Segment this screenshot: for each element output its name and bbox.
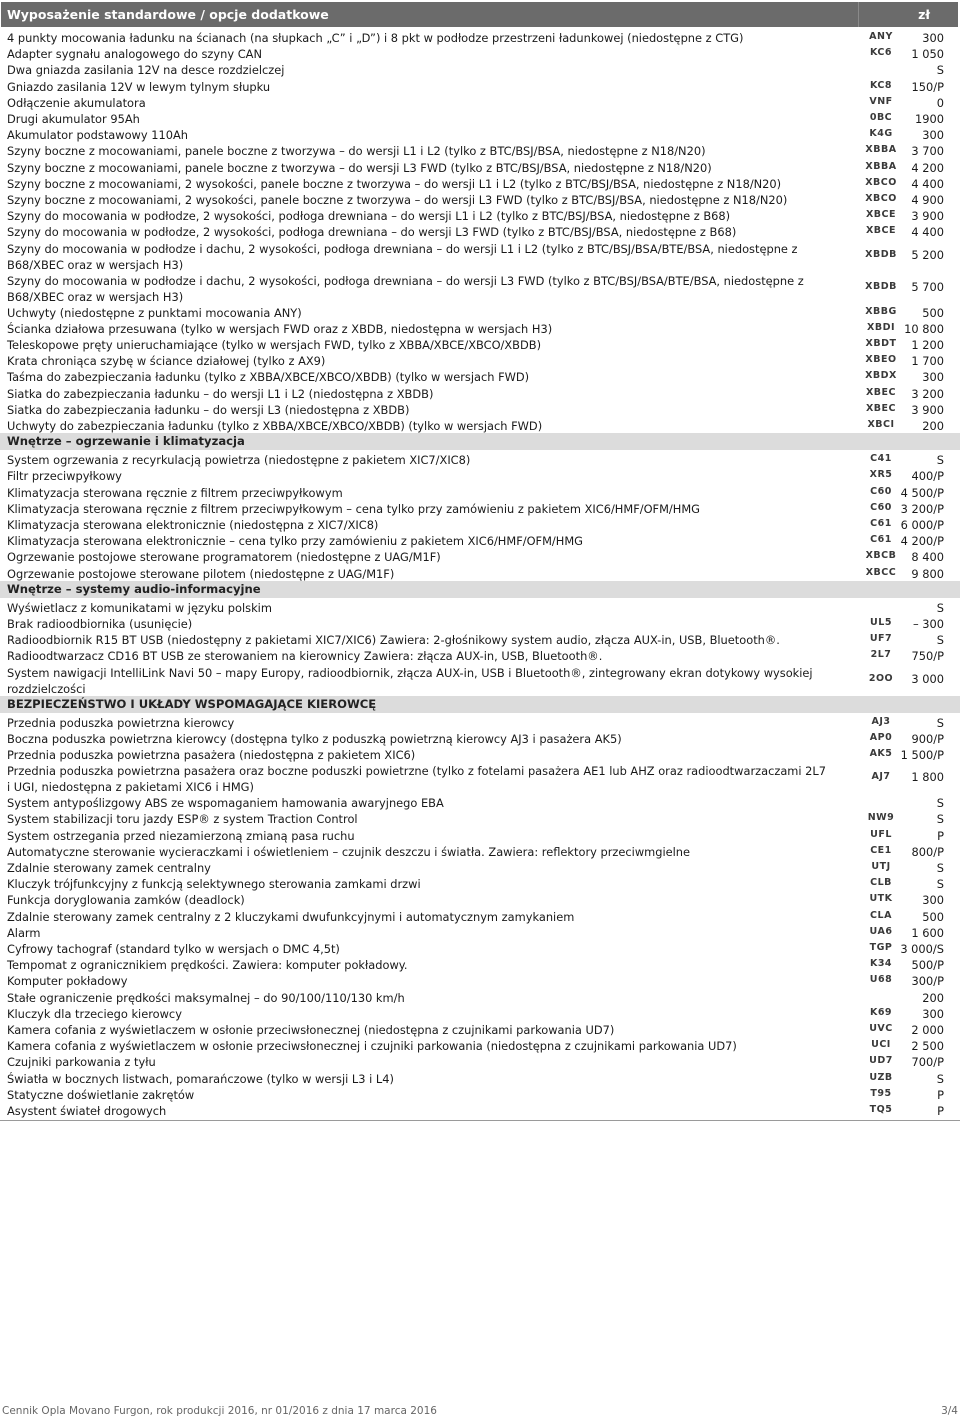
table-row xyxy=(0,516,960,532)
table-row xyxy=(0,78,960,94)
option-code: XR5 xyxy=(869,469,893,481)
footer-text: Cennik Opla Movano Furgon, rok produkcji 2016, nr 01/2016 z dnia 17 marca 2016 xyxy=(2,1405,437,1417)
option-price: 200 xyxy=(922,990,944,1005)
option-code: K34 xyxy=(869,958,893,970)
table-row xyxy=(0,956,960,972)
option-description: System antypoślizgowy ABS ze wspomaganiem hamowania awaryjnego EBA xyxy=(7,796,444,811)
table-row xyxy=(0,989,960,1005)
option-description: Adapter sygnału analogowego do szyny CAN xyxy=(7,47,262,62)
option-code: UTK xyxy=(869,893,893,905)
option-description: Funkcja doryglowania zamków (deadlock) xyxy=(7,893,245,908)
table-row xyxy=(0,417,960,433)
option-code: XBCB xyxy=(865,550,897,562)
option-description: Szyny do mocowania w podłodze, 2 wysokości, podłoga drewniana – do wersji L1 i L2 (tylko z BTC/BSJ/BSA, niedostępne z B68) xyxy=(7,209,731,224)
table-row xyxy=(0,615,960,631)
option-description: Komputer pokładowy xyxy=(7,974,128,989)
option-description: Szyny boczne z mocowaniami, 2 wysokości, panele boczne z tworzywa – do wersji L1 i L2 (tylko z BTC/BSJ/BSA, niedostępne z N18/N20) xyxy=(7,176,782,191)
table-row xyxy=(0,924,960,940)
option-code: XBDT xyxy=(865,338,897,349)
table-row xyxy=(0,240,960,272)
table-row xyxy=(0,500,960,516)
option-description: Przednia poduszka powietrzna pasażera (niedostępna z pakietem XIC6) xyxy=(7,748,416,762)
option-price: 150/P xyxy=(911,79,944,94)
table-row xyxy=(0,664,960,696)
option-description: Przednia poduszka powietrzna kierowcy xyxy=(7,715,235,730)
option-description: 4 punkty mocowania ładunku na ścianach (na słupkach „C” i „D”) i 8 pkt w podłodze przestrzeni ładunkowej (niedostępne z CTG) xyxy=(7,31,744,45)
option-code: VNF xyxy=(869,95,893,107)
table-row xyxy=(0,401,960,417)
option-price: 1 600 xyxy=(911,925,944,940)
option-code: UCI xyxy=(871,1039,891,1051)
option-price: 1 800 xyxy=(911,770,944,785)
option-code: XBCI xyxy=(867,419,895,430)
section-header xyxy=(0,581,960,598)
option-code: XBEO xyxy=(865,354,897,366)
section-header xyxy=(0,696,960,713)
table-row xyxy=(0,532,960,548)
option-description: Asystent świateł drogowych xyxy=(7,1104,167,1118)
option-description: Kluczyk dla trzeciego kierowcy xyxy=(7,1006,182,1021)
table-row xyxy=(0,859,960,875)
option-code: XBCE xyxy=(865,225,897,237)
table-row xyxy=(0,1102,960,1118)
table-row xyxy=(0,29,960,45)
section-title: Wnętrze – systemy audio-informacyjne xyxy=(7,581,261,596)
option-price: 5 200 xyxy=(911,247,944,262)
option-description: System nawigacji IntelliLink Navi 50 – mapy Europy, radioodbiornik, złącza AUX-in, USB i Bluetooth®, zintegrowany ekran dotykowy wysokiej rozdzielczości xyxy=(7,665,813,696)
table-row xyxy=(0,1021,960,1037)
option-code: XBBG xyxy=(865,305,897,317)
option-description: Wyświetlacz z komunikatami w języku polskim xyxy=(7,600,272,615)
option-code: UTJ xyxy=(871,861,891,872)
table-row xyxy=(0,827,960,843)
table-bottom-divider xyxy=(0,1120,960,1121)
option-description: Szyny do mocowania w podłodze i dachu, 2 wysokości, podłoga drewniana – do wersji L1 i L2 (tylko z BTC/BSJ/BSA/BTE/BSA, niedostępne z B68/XBEC oraz w wersjach H3) xyxy=(7,241,798,272)
table-title: Wyposażenie standardowe / opcje dodatkowe xyxy=(7,7,329,22)
option-description: Stałe ograniczenie prędkości maksymalnej – do 90/100/110/130 km/h xyxy=(7,990,405,1005)
option-price: 2 000 xyxy=(911,1023,944,1037)
option-price: 1900 xyxy=(915,112,944,126)
option-description: Alarm xyxy=(7,925,41,940)
table-row xyxy=(0,1037,960,1053)
table-row xyxy=(0,94,960,110)
option-code: XBEC xyxy=(865,402,897,414)
table-row xyxy=(0,467,960,483)
option-price: 4 500/P xyxy=(900,485,944,500)
table-row xyxy=(0,484,960,500)
option-description: Ogrzewanie postojowe sterowane programatorem (niedostępne z UAG/M1F) xyxy=(7,550,441,565)
option-description: Statyczne doświetlanie zakrętów xyxy=(7,1087,195,1102)
option-code: XBDB xyxy=(865,248,897,260)
option-code: C61 xyxy=(870,534,892,546)
option-code: T95 xyxy=(870,1087,892,1099)
option-price: S xyxy=(936,861,944,875)
option-description: Uchwyty (niedostępne z punktami mocowania ANY) xyxy=(7,305,302,320)
option-price: 3 700 xyxy=(911,144,944,159)
option-description: Akumulator podstawowy 110Ah xyxy=(7,128,188,143)
option-price: 0 xyxy=(936,95,944,110)
table-row xyxy=(0,875,960,891)
table-row xyxy=(0,647,960,663)
option-description: System ogrzewania z recyrkulacją powietrza (niedostępne z pakietem XIC7/XIC8) xyxy=(7,453,471,468)
option-price: S xyxy=(936,600,944,615)
header-divider xyxy=(858,2,859,27)
option-code: CLB xyxy=(870,877,892,889)
option-description: Radioodtwarzacz CD16 BT USB ze sterowaniem na kierownicy Zawiera: złącza AUX-in, USB, Bluetooth®. xyxy=(7,649,603,664)
option-price: 300 xyxy=(922,31,944,45)
option-code: U68 xyxy=(869,974,893,986)
option-price: 500/P xyxy=(911,958,944,973)
option-description: Kamera cofania z wyświetlaczem w osłonie przeciwsłonecznej i czujniki parkowania (niedostępna z czujnikami parkowania UD7) xyxy=(7,1039,737,1054)
option-code: NW9 xyxy=(867,812,895,824)
option-code: KC6 xyxy=(869,47,893,59)
option-description: Boczna poduszka powietrzna kierowcy (dostępna tylko z poduszką powietrzną kierowcy AJ3 i pasażera AK5) xyxy=(7,731,622,746)
option-description: Dwa gniazda zasilania 12V na desce rozdzielczej xyxy=(7,63,285,78)
option-code: XBCO xyxy=(865,193,897,204)
option-price: S xyxy=(936,877,944,892)
option-code: UA6 xyxy=(869,925,893,937)
option-description: Krata chroniąca szybę w ściance działowej (tylko z AX9) xyxy=(7,354,326,369)
option-price: P xyxy=(937,1087,944,1102)
option-description: Filtr przeciwpyłkowy xyxy=(7,469,122,484)
currency-label: zł xyxy=(918,7,930,22)
option-description: Szyny boczne z mocowaniami, panele boczne z tworzywa – do wersji L3 FWD (tylko z BTC/BSJ/BSA, niedostępne z N18/N20) xyxy=(7,160,712,175)
option-code: K4G xyxy=(869,128,893,140)
table-row xyxy=(0,368,960,384)
option-price: 4 900 xyxy=(911,193,944,207)
option-description: Kluczyk trójfunkcyjny z funkcją selektywnego sterowania zamkami drzwi xyxy=(7,877,421,892)
table-row xyxy=(0,1053,960,1069)
option-code: XBCC xyxy=(865,566,897,578)
table-row xyxy=(0,304,960,320)
table-header xyxy=(1,2,958,27)
table-row xyxy=(0,730,960,746)
option-description: Teleskopowe pręty unieruchamiające (tylko w wersjach FWD, tylko z XBBA/XBCE/XBCO/XBDB) xyxy=(7,338,542,352)
option-price: 1 050 xyxy=(911,47,944,62)
option-price: 1 700 xyxy=(911,354,944,369)
option-price: 3 200 xyxy=(911,386,944,401)
option-price: 6 000/P xyxy=(900,518,944,532)
option-description: Klimatyzacja sterowana ręcznie z filtrem przeciwpyłkowym – cena tylko przy zamówieniu z pakietem XIC6/HMF/OFM/HMG xyxy=(7,501,700,516)
option-price: 3 200/P xyxy=(900,501,944,516)
option-code: AK5 xyxy=(869,748,893,759)
option-description: System stabilizacji toru jazdy ESP® z system Traction Control xyxy=(7,812,358,827)
option-price: 3 900 xyxy=(911,209,944,224)
option-price: 200 xyxy=(922,419,944,433)
option-code: XBEC xyxy=(865,386,897,398)
table-row xyxy=(0,159,960,175)
option-price: 4 400 xyxy=(911,176,944,191)
option-description: Gniazdo zasilania 12V w lewym tylnym słupku xyxy=(7,79,271,94)
option-code: XBDI xyxy=(867,321,895,333)
page-footer xyxy=(0,1405,960,1421)
option-code: XBCE xyxy=(865,209,897,221)
option-code: CLA xyxy=(870,909,892,921)
option-price: S xyxy=(936,633,944,648)
option-price: S xyxy=(936,1071,944,1086)
option-description: Ścianka działowa przesuwana (tylko w wersjach FWD oraz z XBDB, niedostępna w wersjach H3) xyxy=(7,321,553,336)
option-price: 3 000 xyxy=(911,671,944,686)
option-description: Szyny boczne z mocowaniami, 2 wysokości, panele boczne z tworzywa – do wersji L3 FWD (tylko z BTC/BSJ/BSA, niedostępne z N18/N20) xyxy=(7,193,788,207)
table-row xyxy=(0,940,960,956)
table-row xyxy=(0,843,960,859)
option-code: C61 xyxy=(870,518,892,529)
option-code: XBBA xyxy=(865,160,897,172)
option-code: TQ5 xyxy=(869,1104,893,1115)
option-price: S xyxy=(936,453,944,468)
section-title: Wnętrze – ogrzewanie i klimatyzacja xyxy=(7,434,245,449)
option-price: S xyxy=(936,796,944,811)
option-price: 5 700 xyxy=(911,279,944,294)
option-code: AJ3 xyxy=(871,715,891,727)
option-price: 500 xyxy=(922,305,944,320)
option-price: 500 xyxy=(922,909,944,924)
option-description: Klimatyzacja sterowana ręcznie z filtrem przeciwpyłkowym xyxy=(7,485,343,500)
option-price: 10 800 xyxy=(904,321,944,336)
table-row xyxy=(0,631,960,647)
option-code: C60 xyxy=(870,501,892,513)
option-price: 300 xyxy=(922,893,944,908)
option-price: 9 800 xyxy=(911,566,944,581)
option-price: 300 xyxy=(922,370,944,385)
option-code: XBDB xyxy=(865,280,897,292)
section-header xyxy=(0,433,960,450)
option-price: 1 500/P xyxy=(900,748,944,762)
table-row xyxy=(0,794,960,810)
option-description: System ostrzegania przed niezamierzoną zmianą pasa ruchu xyxy=(7,828,355,843)
option-price: 700/P xyxy=(911,1055,944,1070)
table-row xyxy=(0,972,960,988)
option-price: P xyxy=(937,828,944,843)
option-description: Zdalnie sterowany zamek centralny z 2 kluczykami dwufunkcyjnymi i automatycznym zamykaniem xyxy=(7,909,575,924)
table-row xyxy=(0,714,960,730)
option-description: Automatyczne sterowanie wycieraczkami i oświetleniem – czujnik deszczu i światła. Zawiera: reflektory przeciwmgielne xyxy=(7,844,691,859)
option-description: Brak radioodbiornika (usunięcie) xyxy=(7,617,193,631)
table-row xyxy=(0,61,960,77)
option-code: UL5 xyxy=(870,617,892,628)
option-code: KC8 xyxy=(869,79,893,91)
option-price: 300 xyxy=(922,1006,944,1021)
option-price: 3 900 xyxy=(911,402,944,417)
option-price: S xyxy=(936,812,944,827)
option-price: P xyxy=(937,1104,944,1118)
option-price: 300 xyxy=(922,128,944,143)
page-number: 3/4 xyxy=(941,1405,958,1417)
option-description: Cyfrowy tachograf (standard tylko w wersjach o DMC 4,5t) xyxy=(7,942,340,956)
option-price: 4 400 xyxy=(911,225,944,240)
option-price: 2 500 xyxy=(911,1039,944,1054)
table-row xyxy=(0,207,960,223)
option-description: Zdalnie sterowany zamek centralny xyxy=(7,861,211,875)
table-row xyxy=(0,451,960,467)
option-description: Przednia poduszka powietrzna pasażera oraz boczne poduszki powietrzne (tylko z fotelami pasażera AE1 lub AHZ oraz radioodtwarzaczami 2L7 i UGI, niedostępna z pakietami XIC6 i HMG) xyxy=(7,764,827,795)
option-code: K69 xyxy=(869,1006,893,1018)
option-code: C41 xyxy=(870,453,892,465)
option-price: 750/P xyxy=(911,649,944,664)
option-code: XBCO xyxy=(865,176,897,188)
option-code: UVC xyxy=(869,1023,893,1034)
option-code: C60 xyxy=(870,485,892,497)
table-row xyxy=(0,175,960,191)
table-row xyxy=(0,320,960,336)
option-code: UFL xyxy=(870,828,892,840)
option-price: 4 200/P xyxy=(900,534,944,549)
table-row xyxy=(0,908,960,924)
option-description: Siatka do zabezpieczania ładunku – do wersji L1 i L2 (niedostępna z XBDB) xyxy=(7,386,434,401)
option-description: Uchwyty do zabezpieczania ładunku (tylko z XBBA/XBCE/XBCO/XBDB) (tylko w wersjach FWD) xyxy=(7,419,543,433)
table-row xyxy=(0,142,960,158)
option-description: Czujniki parkowania z tyłu xyxy=(7,1055,156,1070)
table-row xyxy=(0,565,960,581)
option-description: Kamera cofania z wyświetlaczem w osłonie przeciwsłonecznej (niedostępna z czujnikami parkowania UD7) xyxy=(7,1023,615,1037)
option-price: S xyxy=(936,715,944,730)
option-description: Światła w bocznych listwach, pomarańczowe (tylko w wersji L3 i L4) xyxy=(7,1071,394,1086)
option-description: Taśma do zabezpieczania ładunku (tylko z XBBA/XBCE/XBCO/XBDB) (tylko w wersjach FWD) xyxy=(7,370,530,385)
option-code: CE1 xyxy=(870,844,892,856)
table-row xyxy=(0,810,960,826)
table-row xyxy=(0,548,960,564)
option-description: Szyny do mocowania w podłodze i dachu, 2 wysokości, podłoga drewniana – do wersji L3 FWD (tylko z BTC/BSJ/BSA/BTE/BSA, niedostępne z B68/XBEC oraz w wersjach H3) xyxy=(7,273,804,304)
table-row xyxy=(0,1070,960,1086)
option-price: 900/P xyxy=(911,731,944,746)
table-row xyxy=(0,1005,960,1021)
option-description: Klimatyzacja sterowana elektronicznie (niedostępna z XIC7/XIC8) xyxy=(7,518,379,532)
option-code: AP0 xyxy=(869,731,893,743)
option-code: TGP xyxy=(869,942,893,953)
section-title: BEZPIECZEŃSTWO I UKŁADY WSPOMAGAJĄCE KIEROWCĘ xyxy=(7,696,377,711)
option-price: 800/P xyxy=(911,844,944,859)
table-row xyxy=(0,110,960,126)
table-row xyxy=(0,336,960,352)
option-price: – 300 xyxy=(912,617,944,631)
table-row xyxy=(0,272,960,304)
option-description: Odłączenie akumulatora xyxy=(7,95,146,110)
option-description: Szyny do mocowania w podłodze, 2 wysokości, podłoga drewniana – do wersji L3 FWD (tylko z BTC/BSJ/BSA, niedostępne z B68) xyxy=(7,225,737,240)
option-description: Klimatyzacja sterowana elektronicznie – cena tylko przy zamówieniu z pakietem XIC6/HMF/OFM/HMG xyxy=(7,534,583,549)
option-code: 0BC xyxy=(869,112,893,123)
table-row xyxy=(0,746,960,762)
option-code: UF7 xyxy=(869,633,893,645)
option-price: 300/P xyxy=(911,974,944,989)
table-row xyxy=(0,385,960,401)
option-description: Radioodbiornik R15 BT USB (niedostępny z pakietami XIC7/XIC6) Zawiera: 2-głośnikowy system audio, złącza AUX-in, USB, Bluetooth®. xyxy=(7,633,780,648)
option-description: Szyny boczne z mocowaniami, panele boczne z tworzywa – do wersji L1 i L2 (tylko z BTC/BSJ/BSA, niedostępne z N18/N20) xyxy=(7,144,706,159)
option-description: Siatka do zabezpieczania ładunku – do wersji L3 (niedostępna z XBDB) xyxy=(7,402,410,417)
table-row xyxy=(0,191,960,207)
option-code: ANY xyxy=(869,31,893,42)
option-price: 400/P xyxy=(911,469,944,484)
option-price: S xyxy=(936,63,944,78)
table-row xyxy=(0,891,960,907)
option-price: 3 000/S xyxy=(900,942,944,956)
option-description: Tempomat z ogranicznikiem prędkości. Zawiera: komputer pokładowy. xyxy=(7,958,408,973)
option-code: UD7 xyxy=(869,1055,893,1067)
option-code: AJ7 xyxy=(871,771,891,783)
option-code: 2L7 xyxy=(870,649,892,661)
option-code: UZB xyxy=(869,1071,893,1083)
option-code: 2OO xyxy=(868,672,894,684)
table-row xyxy=(0,599,960,615)
table-row xyxy=(0,762,960,794)
table-row xyxy=(0,45,960,61)
option-price: 8 400 xyxy=(911,550,944,565)
table-row xyxy=(0,352,960,368)
table-row xyxy=(0,223,960,239)
option-price: 1 200 xyxy=(911,338,944,352)
option-price: 4 200 xyxy=(911,160,944,175)
option-description: Drugi akumulator 95Ah xyxy=(7,112,140,126)
option-code: XBDX xyxy=(865,370,897,382)
table-row xyxy=(0,126,960,142)
option-code: XBBA xyxy=(865,144,897,156)
option-description: Ogrzewanie postojowe sterowane pilotem (niedostępne z UAG/M1F) xyxy=(7,566,395,581)
table-row xyxy=(0,1086,960,1102)
